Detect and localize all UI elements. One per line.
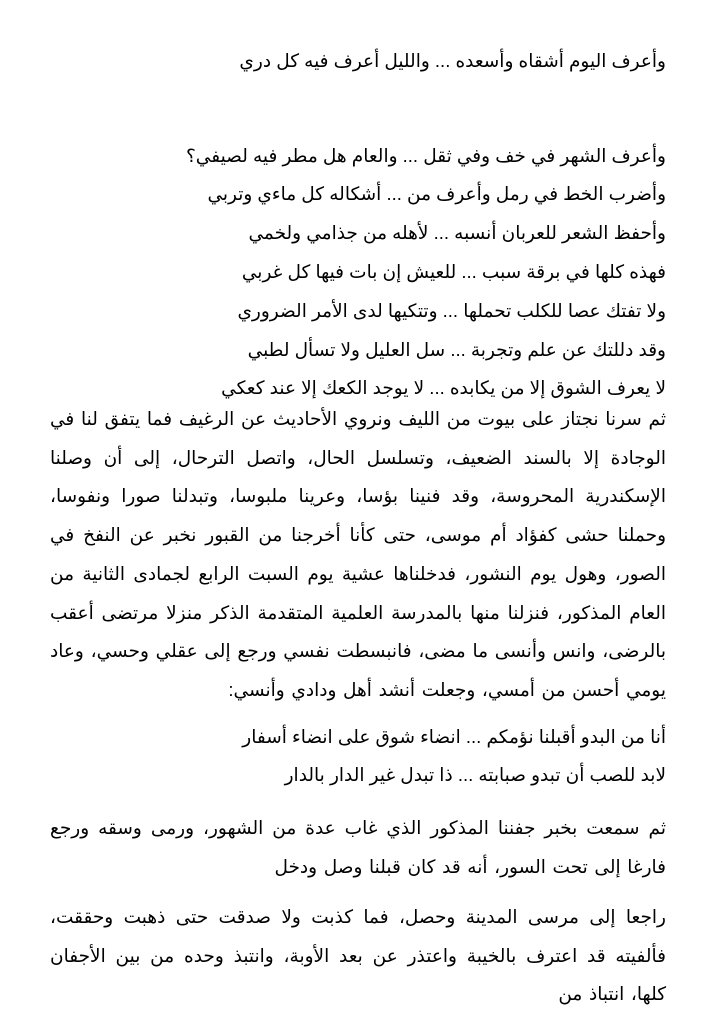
verse-line: لابد للصب أن تبدو صبابته ... ذا تبدل غير الدار بالدار: [284, 764, 666, 785]
prose-paragraph: راجعا إلى مرسى المدينة وحصل، فما كذبت ولا صدقت حتى ذهبت وحققت، فألفيته قد اعترف بالخيبة واعتذر عن بعد الأوبة، وانتبذ وحده من بين الأجفان كلها، انتباذ من: [50, 906, 666, 1005]
verse-line: فهذه كلها في برقة سبب ... للعيش إن بات فيها كل غربي: [241, 261, 666, 282]
verse-line: ولا تفتك عصا للكلب تحملها ... وتتكيها لدى الأمر الضروري: [237, 300, 666, 321]
verse-line-top: وأعرف اليوم أشقاه وأسعده ... والليل أعرف فيه كل دري: [239, 50, 666, 71]
verse-line: وأحفظ الشعر للعربان أنسبه ... لأهله من جذامي ولخمي: [248, 222, 666, 243]
prose-paragraph: ثم سمعت بخبر جفننا المذكور الذي غاب عدة من الشهور، ورمى وسقه ورجع فارغا إلى تحت السور، أنه قد كان قبلنا وصل ودخل: [50, 817, 666, 877]
verse-line: وأضرب الخط في رمل وأعرف من ... أشكاله كل ماءي وتربي: [207, 183, 666, 204]
verse-line: وأعرف الشهر في خف وفي ثقل ... والعام هل مطر فيه لصيفي؟: [185, 145, 666, 166]
verse-line: أنا من البدو أقبلنا نؤمكم ... انضاء شوق على انضاء أسفار: [242, 726, 666, 747]
prose-paragraph: ثم سرنا نجتاز على بيوت من الليف ونروي الأحاديث عن الرغيف فما يتفق لنا في الوجادة إلا بالسند الضعيف، وتسلسل الحال، واتصل الترحال، إلى أن وصلنا الإسكندرية المحروسة، وقد فنينا بؤسا، وعرينا ملبوسا، وتبدلنا صورا ونفوسا، وحملنا حشى كفؤاد أم موسى، حتى كأنا أخرجنا من القبور نخبر عن النفخ في الصور، وهول يوم النشور، فدخلناها عشية يوم السبت الرابع لجمادى الثانية من العام المذكور، فنزلنا منها بالمدرسة العلمية المتقدمة الذكر منزلا مرتضى أعقب بالرضى، وانس وأنسى ما مضى، فانبسطت نفسي ورجع إلى عقلي وحسي، وعاد يومي أحسن من أمسي، وجعلت أنشد أهل ودادي وأنسي:: [50, 408, 666, 700]
verse-line: وقد دللتك عن علم وتجربة ... سل العليل ولا تسأل لطبي: [247, 339, 666, 360]
verse-line: لا يعرف الشوق إلا من يكابده ... لا يوجد الكعك إلا عند كعكي: [221, 377, 666, 398]
